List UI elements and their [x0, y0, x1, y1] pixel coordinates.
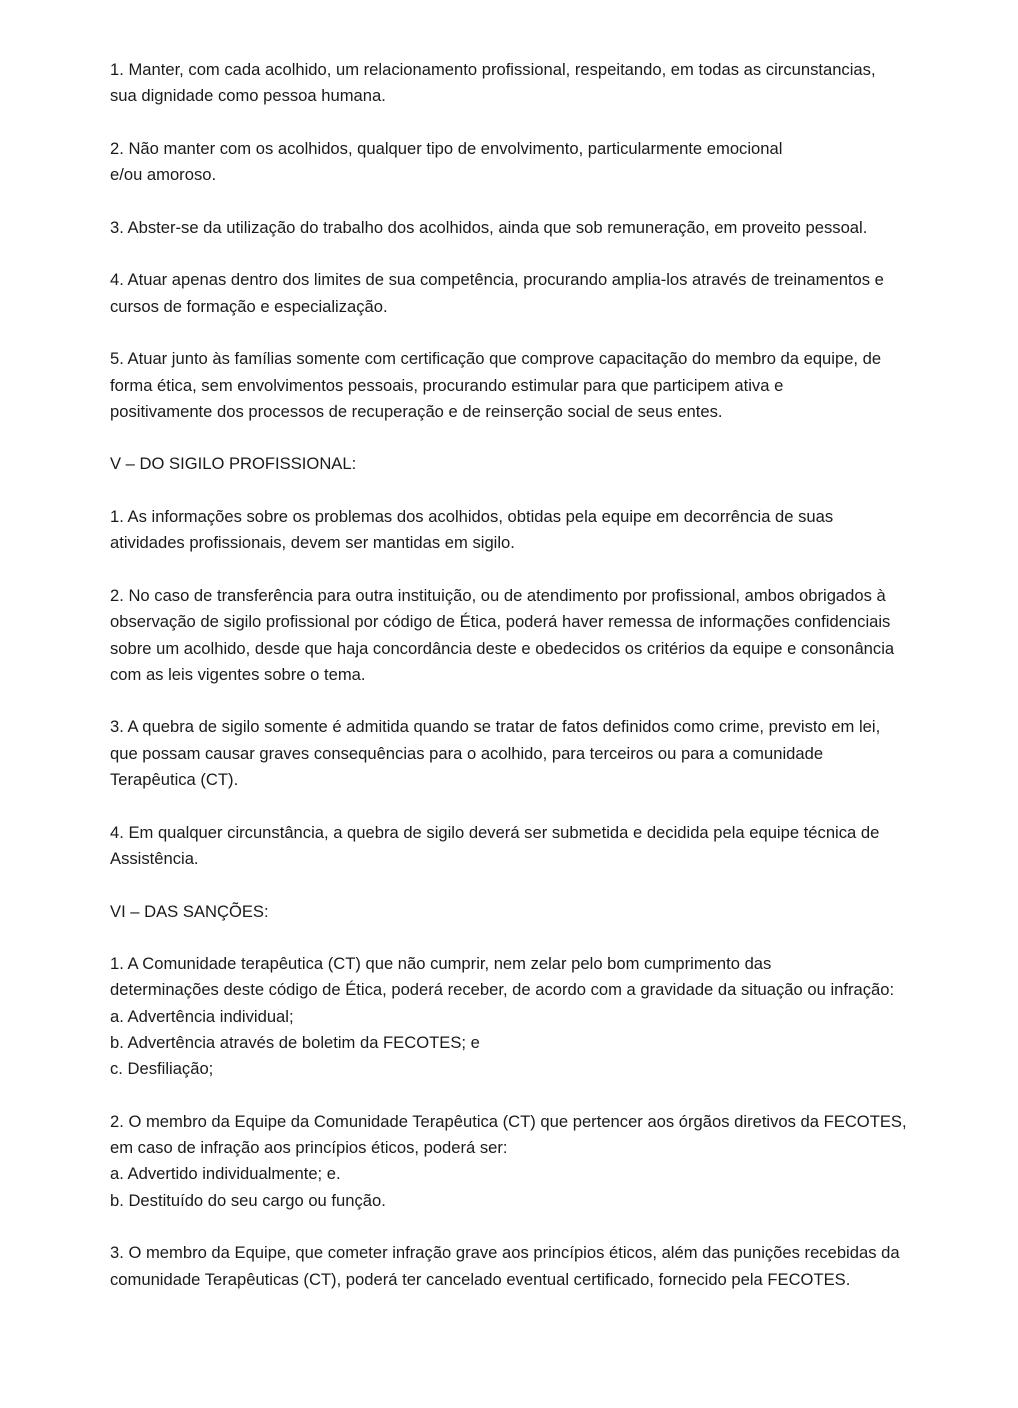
paragraph-sancoes-3: [110, 1240, 940, 1293]
text-line: sua dignidade como pessoa humana.: [110, 86, 386, 106]
text-line: c. Desfiliação;: [110, 1059, 214, 1079]
text-line: determinações deste código de Ética, poderá receber, de acordo com a gravidade da situação ou infração:: [110, 980, 895, 1000]
text-line: 4. Atuar apenas dentro dos limites de sua competência, procurando amplia-los através de treinamentos e: [110, 270, 884, 290]
text-line: comunidade Terapêuticas (CT), poderá ter cancelado eventual certificado, fornecido pela FECOTES.: [110, 1269, 851, 1289]
document-body: [110, 57, 940, 1319]
heading-text: VI – DAS SANÇÕES:: [110, 901, 269, 921]
heading-text: V – DO SIGILO PROFISSIONAL:: [110, 454, 357, 474]
text-line: a. Advertido individualmente; e.: [110, 1164, 341, 1184]
paragraph-item-1: [110, 57, 940, 110]
text-line: 1. A Comunidade terapêutica (CT) que não cumprir, nem zelar pelo bom cumprimento das: [110, 954, 772, 974]
text-line: 2. O membro da Equipe da Comunidade Terapêutica (CT) que pertencer aos órgãos diretivos da FECOTES,: [110, 1111, 907, 1131]
text-line: b. Destituído do seu cargo ou função.: [110, 1190, 386, 1210]
text-line: sobre um acolhido, desde que haja concordância deste e obedecidos os critérios da equipe e consonância: [110, 638, 895, 658]
paragraph-sigilo-3: [110, 714, 940, 793]
paragraph-sigilo-4: [110, 820, 940, 873]
text-line: b. Advertência através de boletim da FECOTES; e: [110, 1032, 480, 1052]
paragraph-sancoes-2: [110, 1109, 940, 1214]
paragraph-item-4: [110, 267, 940, 320]
text-line: a. Advertência individual;: [110, 1006, 294, 1026]
text-line: 1. As informações sobre os problemas dos acolhidos, obtidas pela equipe em decorrência de suas: [110, 507, 834, 527]
text-line: cursos de formação e especialização.: [110, 296, 388, 316]
text-line: 5. Atuar junto às famílias somente com certificação que comprove capacitação do membro da equipe, de: [110, 349, 882, 369]
paragraph-item-5: [110, 346, 940, 425]
text-line: com as leis vigentes sobre o tema.: [110, 664, 366, 684]
paragraph-sancoes-1: [110, 951, 940, 1082]
paragraph-item-2: [110, 136, 940, 189]
text-line: observação de sigilo profissional por código de Ética, poderá haver remessa de informações confidenciais: [110, 612, 891, 632]
text-line: 1. Manter, com cada acolhido, um relacionamento profissional, respeitando, em todas as circunstancias,: [110, 60, 876, 79]
text-line: em caso de infração aos princípios éticos, poderá ser:: [110, 1138, 508, 1158]
paragraph-item-3: [110, 215, 940, 241]
text-line: 4. Em qualquer circunstância, a quebra de sigilo deverá ser submetida e decidida pela equipe técnica de: [110, 822, 880, 842]
text-line: forma ética, sem envolvimentos pessoais, procurando estimular para que participem ativa e: [110, 375, 784, 395]
section-heading-sigilo: [110, 451, 940, 477]
text-line: que possam causar graves consequências para o acolhido, para terceiros ou para a comunidade: [110, 743, 824, 763]
paragraph-sigilo-1: [110, 504, 940, 557]
text-line: atividades profissionais, devem ser mantidas em sigilo.: [110, 533, 515, 553]
section-heading-sancoes: [110, 899, 940, 925]
text-line: 2. Não manter com os acolhidos, qualquer tipo de envolvimento, particularmente emocional: [110, 138, 783, 158]
text-line: 2. No caso de transferência para outra instituição, ou de atendimento por profissional, ambos obrigados à: [110, 585, 886, 605]
text-line: Assistência.: [110, 848, 199, 868]
text-line: positivamente dos processos de recuperação e de reinserção social de seus entes.: [110, 401, 723, 421]
text-line: 3. O membro da Equipe, que cometer infração grave aos princípios éticos, além das punições recebidas da: [110, 1243, 900, 1263]
text-line: 3. A quebra de sigilo somente é admitida quando se tratar de fatos definidos como crime, previsto em lei,: [110, 717, 881, 737]
text-line: Terapêutica (CT).: [110, 770, 239, 790]
text-line: e/ou amoroso.: [110, 165, 217, 185]
paragraph-sigilo-2: [110, 583, 940, 688]
text-line: 3. Abster-se da utilização do trabalho dos acolhidos, ainda que sob remuneração, em proveito pessoal.: [110, 217, 868, 237]
